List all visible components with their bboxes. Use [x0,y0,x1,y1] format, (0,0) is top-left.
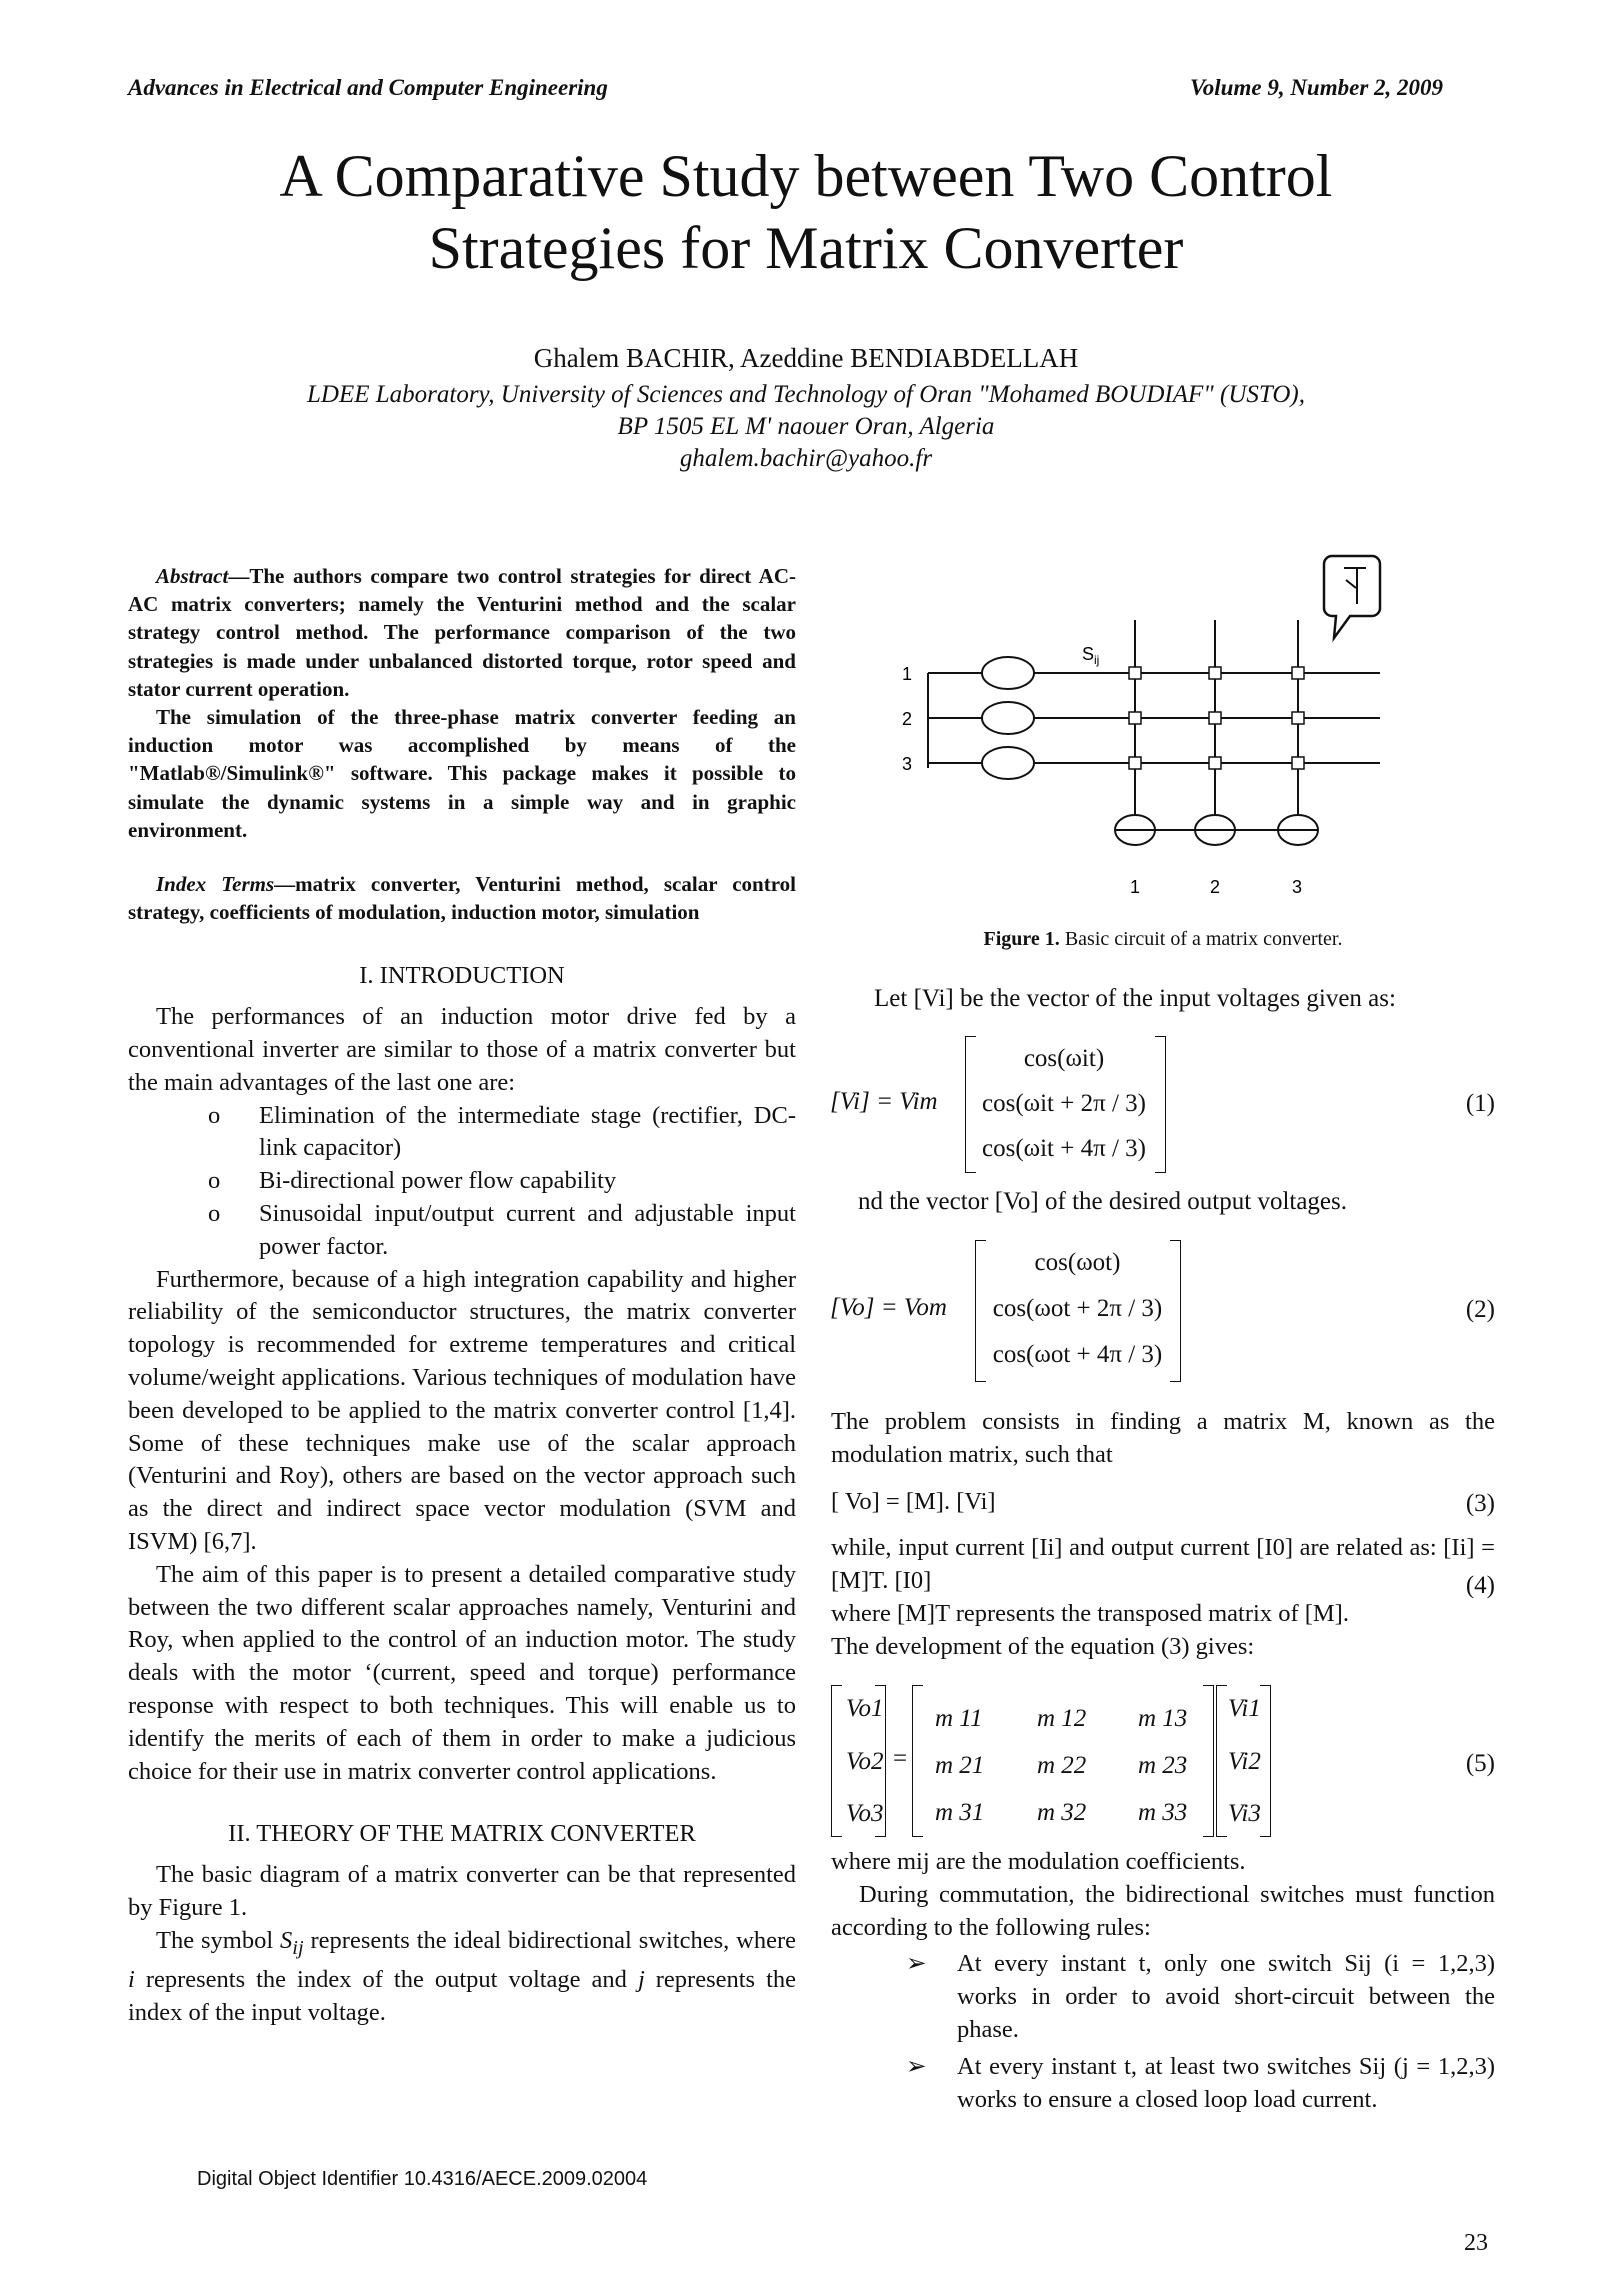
left-column [128,562,796,2030]
matrix-m32: m 32 [1037,1799,1087,1826]
input-voltage-intro: Let [Vi] be the vector of the input voltages given as: [874,985,1396,1012]
theory-paragraph-2: The symbol $S_{ij}$ represents the ideal bidirectional switches, where i represents the index of the output voltage and j represents the index of the input voltage. [128,1926,796,2027]
matrix-converter-diagram [870,548,1410,918]
journal-name: Advances in Electrical and Computer Engineering [128,75,608,100]
theory-heading: II. THEORY OF THE MATRIX CONVERTER [228,1820,696,1848]
eq5-m-bracket-left [912,1685,923,1837]
eq1-matrix: cos(ωit) cos(ωit + 2π / 3) cos(ωit + 4π / 3) [982,1045,1146,1162]
page-number: 23 [1464,2230,1488,2256]
eq5-m-bracket-right [1203,1685,1214,1837]
eq2-bracket-left [975,1240,986,1382]
matrix-m23: m 23 [1138,1752,1188,1779]
eq2-number: (2) [1465,1296,1495,1323]
transpose-paragraph: where [M]T represents the transposed matrix of [M]. [831,1599,1349,1627]
intro-paragraph-1: The performances of an induction motor drive fed by a conventional inverter are similar to those of a matrix converter but the main advantages of the last one are: [128,1003,796,1096]
affiliation-line-1: LDEE Laboratory, University of Sciences and Technology of Oran "Mohamed BOUDIAF" (USTO), [307,381,1305,408]
output-label-2: 2 [1210,877,1221,897]
matrix-vo3: Vo3 [846,1800,884,1827]
eq5-vi-bracket-right [1260,1685,1271,1837]
eq5-vi-bracket-left [1216,1685,1227,1837]
theory-paragraph-1: The basic diagram of a matrix converter can be that represented by Figure 1. [128,1861,796,1921]
index-terms-label: Index Terms [156,872,275,897]
eq4-number: (4) [1465,1572,1495,1599]
matrix-m13: m 13 [1138,1705,1188,1732]
right-column-bottom [831,1846,1495,2116]
eq2-matrix: cos(ωot) cos(ωot + 2π / 3) cos(ωot + 4π / 3) [992,1249,1163,1368]
figure-caption: Figure 1. Basic circuit of a matrix converter. [983,928,1343,950]
eq1-number: (1) [1465,1090,1495,1117]
intro-heading: I. INTRODUCTION [359,962,565,990]
rule-2: ➢ At every instant t, at least two switches Sij (j = 1,2,3) works to ensure a closed loop load current. [906,2052,1495,2113]
eq1-lhs: [Vi] = Vim [830,1088,938,1115]
author-email: ghalem.bachir@yahoo.fr [679,445,933,472]
matrix-vo2: Vo2 [846,1748,884,1775]
input-label-1: 1 [902,664,913,684]
matrix-m11: m 11 [935,1705,983,1732]
matrix-vi1: Vi1 [1228,1695,1261,1722]
affiliation-line-2: BP 1505 EL M' naouer Oran, Algeria [617,413,995,440]
output-voltage-intro: nd the vector [Vo] of the desired output voltages. [858,1188,1348,1215]
commutation-paragraph: During commutation, the bidirectional switches must function according to the following rules: [831,1880,1495,1941]
index-terms: Index Terms—matrix converter, Venturini method, scalar control strategy, coefficients of modulation, induction motor, simulation [128,872,796,925]
output-label-1: 1 [1130,877,1141,897]
matrix-vi3: Vi3 [1228,1800,1261,1827]
figure-caption-label: Figure 1. [983,928,1060,950]
volume-info: Volume 9, Number 2, 2009 [1190,75,1444,100]
eq1-bracket-right [1155,1036,1166,1173]
output-label-3: 3 [1292,877,1303,897]
abstract-paragraph-2: The simulation of the three-phase matrix converter feeding an induction motor was accomplished by means of the "Matlab®/Simulink®" software. This package makes it possible to simulate the dynamic systems in a simple way and in graphic environment. [128,705,796,842]
paper-title [0,140,1612,284]
abstract-label: Abstract [156,564,229,588]
eq2-lhs: [Vo] = Vom [830,1294,947,1321]
intro-paragraph-3: The aim of this paper is to present a detailed comparative study between the two different scalar approaches namely, Venturini and Roy, when applied to the control of an induction motor. The study deals with the motor ‘(current, speed and torque) performance response with respect to both techniques. This will enable us to identify the merits of each of them in order to make a judicious choice for their use in matrix converter control applications. [128,1560,796,1785]
input-label-2: 2 [902,709,913,729]
authors: Ghalem BACHIR, Azeddine BENDIABDELLAH [533,343,1079,373]
development-paragraph: The development of the equation (3) gives: [831,1632,1255,1660]
title-line-1: A Comparative Study between Two Control [279,143,1333,209]
intro-bullet-1: o Elimination of the intermediate stage (rectifier, DC-link capacitor) [208,1101,796,1162]
matrix-m22: m 22 [1037,1752,1087,1779]
eq2-bracket-right [1170,1240,1181,1382]
mij-paragraph: where mij are the modulation coefficients. [831,1848,1246,1875]
matrix-m12: m 12 [1037,1705,1087,1732]
title-line-2: Strategies for Matrix Converter [428,215,1184,281]
intro-paragraph-2: Furthermore, because of a high integration capability and higher reliability of the semiconductor structures, the matrix converter topology is recommended for extreme temperatures and critical volume/weight applications. Various techniques of modulation have been developed to be applied to the matrix converter control [1,4]. Some of these techniques make use of the scalar approach (Venturini and Roy), others are based on the vector approach such as the direct and indirect space vector modulation (SVM and ISVM) [6,7]. [128,1265,796,1555]
switch-label: $S_{ij}$ [1082,644,1100,667]
eq5-equals: = [893,1745,908,1772]
matrix-m31: m 31 [935,1799,985,1826]
matrix-vo1: Vo1 [846,1695,884,1722]
intro-bullet-2: o Bi-directional power flow capability [208,1167,617,1195]
eq3-number: (3) [1465,1490,1495,1517]
while-paragraph: while, input current [Ii] and output current [I0] are related as: [Ii] = [M]T. [I0] [831,1534,1495,1595]
matrix-m33: m 33 [1138,1799,1188,1826]
intro-bullet-3: o Sinusoidal input/output current and adjustable input power factor. [208,1200,796,1260]
matrix-m21: m 21 [935,1752,985,1779]
eq1-bracket-left [965,1036,976,1173]
eq3: [ Vo] = [M]. [Vi] [831,1487,996,1515]
right-column-text [831,1406,1495,1664]
matrix-vi2: Vi2 [1228,1748,1261,1775]
rule-1: ➢ At every instant t, only one switch Sij (i = 1,2,3) works in order to avoid short-circuit between the phase. [906,1950,1495,2043]
doi: Digital Object Identifier 10.4316/AECE.2009.02004 [197,2168,648,2190]
eq5-number: (5) [1465,1750,1495,1777]
input-label-3: 3 [902,754,913,774]
eq5-v-bracket-left [831,1685,842,1837]
abstract-paragraph-1: Abstract—The authors compare two control strategies for direct AC-AC matrix converters; namely the Venturini method and the scalar strategy control method. The performance comparison of the two strategies is made under unbalanced distorted torque, rotor speed and stator current operation. [128,564,796,701]
problem-paragraph: The problem consists in finding a matrix M, known as the modulation matrix, such that [831,1408,1495,1468]
